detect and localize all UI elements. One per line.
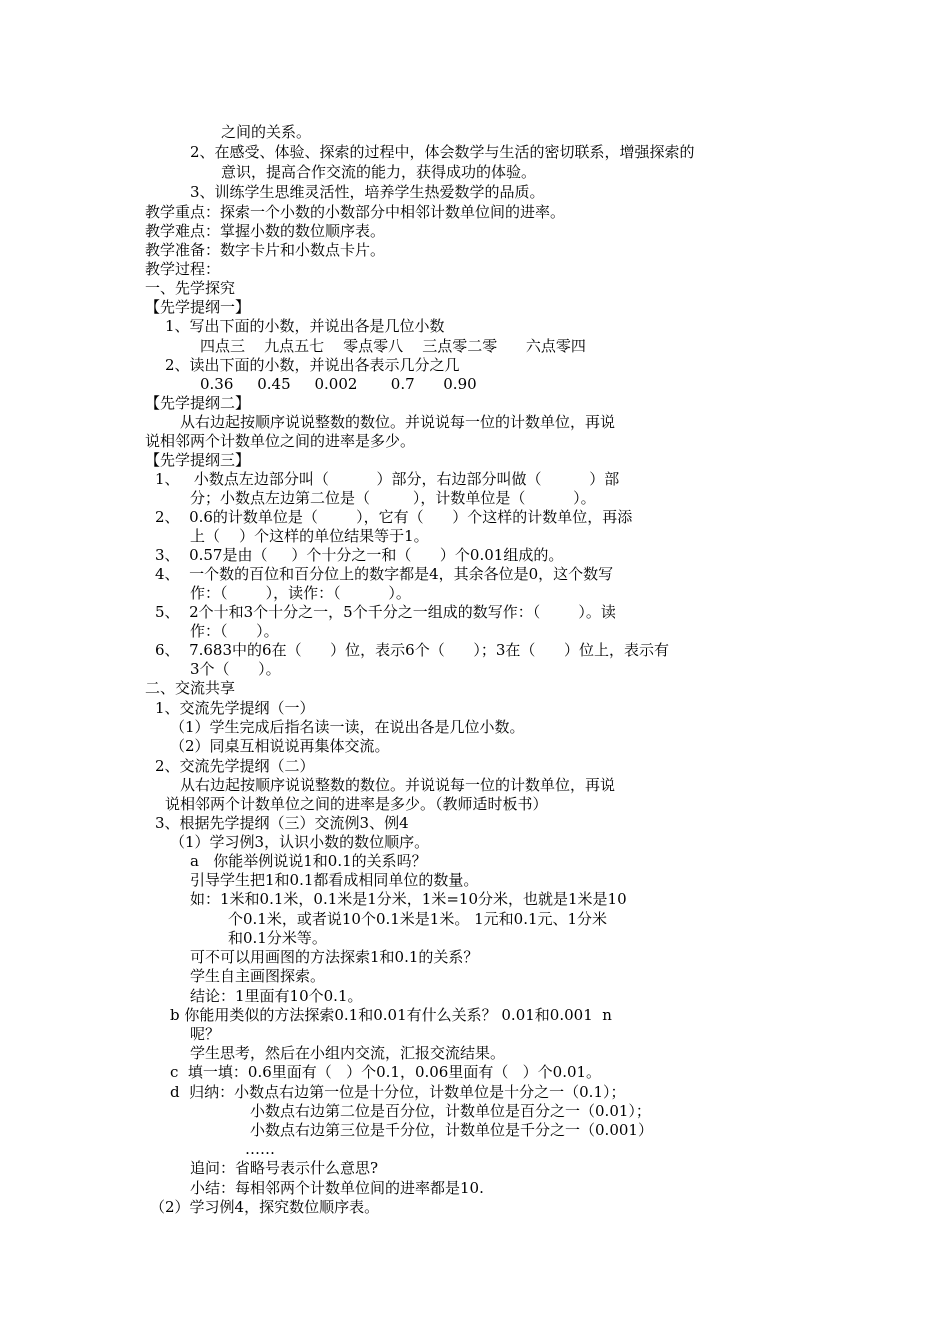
text-line: 2、交流先学提纲（二） — [155, 757, 315, 775]
text-line: 呢？ — [190, 1025, 221, 1043]
text-line: 和0.1分米等。 — [228, 929, 327, 947]
text-line: 上（ ）个这样的单位结果等于1。 — [190, 527, 429, 545]
text-line: 小数点右边第二位是百分位，计数单位是百分之一（0.01）； — [250, 1102, 651, 1120]
text-line: 作：（ ）。 — [190, 622, 279, 640]
text-line: （1）学生完成后指名读一读，在说出各是几位小数。 — [170, 718, 525, 736]
text-line: d 归纳：小数点右边第一位是十分位，计数单位是十分之一（0.1）； — [170, 1083, 626, 1101]
text-line: a 你能举例说说1和0.1的关系吗？ — [190, 852, 427, 870]
text-line: 教学准备：数字卡片和小数点卡片。 — [145, 241, 386, 259]
text-line: 之间的关系。 — [221, 123, 312, 141]
text-line: 学生思考，然后在小组内交流，汇报交流结果。 — [190, 1044, 506, 1062]
text-line: 二、交流共享 — [145, 679, 236, 697]
text-line: 【先学提纲三】 — [145, 451, 251, 469]
text-line: 5、 2个十和3个十分之一，5个千分之一组成的数写作：（ ）。读 — [155, 603, 616, 621]
text-line: 【先学提纲一】 — [145, 298, 251, 316]
text-line: c 填一填：0.6里面有（ ）个0.1，0.06里面有（ ）个0.01。 — [170, 1063, 602, 1081]
text-line: （2）学习例4，探究数位顺序表。 — [150, 1198, 380, 1216]
text-line: 结论：1里面有10个0.1。 — [190, 987, 363, 1005]
text-line: 教学难点：掌握小数的数位顺序表。 — [145, 222, 386, 240]
text-line: 6、 7.683中的6在（ ）位，表示6个（ ）；3在（ ）位上，表示有 — [155, 641, 669, 659]
text-line: 分；小数点左边第二位是（ ），计数单位是（ ）。 — [190, 489, 596, 507]
text-line: 2、在感受、体验、探索的过程中，体会数学与生活的密切联系，增强探索的 — [190, 143, 695, 161]
text-line: 1、写出下面的小数，并说出各是几位小数 — [165, 317, 445, 335]
text-line: 小结：每相邻两个计数单位间的进率都是10. — [190, 1179, 484, 1197]
text-line: 教学重点：探索一个小数的小数部分中相邻计数单位间的进率。 — [145, 203, 566, 221]
text-line: 引导学生把1和0.1都看成相同单位的数量。 — [190, 871, 479, 889]
text-line: 可不可以用画图的方法探索1和0.1的关系？ — [190, 948, 479, 966]
text-line: 如：1米和0.1米，0.1米是1分米，1米=10分米，也就是1米是10 — [190, 890, 627, 908]
text-line: 小数点右边第三位是千分位，计数单位是千分之一（0.001） — [250, 1121, 653, 1139]
text-line: （2）同桌互相说说再集体交流。 — [170, 737, 390, 755]
text-line: 3、根据先学提纲（三）交流例3、例4 — [155, 814, 409, 832]
text-line: 3、训练学生思维灵活性，培养学生热爱数学的品质。 — [190, 183, 545, 201]
text-line: 一、先学探究 — [145, 279, 236, 297]
text-line: 作：（ ），读作：（ ）。 — [190, 584, 411, 602]
text-line: 从右边起按顺序说说整数的数位。并说说每一位的计数单位，再说 — [180, 413, 616, 431]
text-line: 【先学提纲二】 — [145, 394, 251, 412]
text-line: 说相邻两个计数单位之间的进率是多少。 — [145, 432, 416, 450]
text-line: 3个（ ）。 — [190, 660, 281, 678]
text-line: 从右边起按顺序说说整数的数位。并说说每一位的计数单位，再说 — [180, 776, 616, 794]
text-line: 个0.1米，或者说10个0.1米是1米。 1元和0.1元、1分米 — [228, 910, 608, 928]
text-line: 1、交流先学提纲（一） — [155, 699, 315, 717]
text-line: 意识，提高合作交流的能力，获得成功的体验。 — [221, 163, 537, 181]
text-line: 学生自主画图探索。 — [190, 967, 326, 985]
text-line: b 你能用类似的方法探索0.1和0.01有什么关系？ 0.01和0.001 n — [170, 1006, 612, 1024]
text-line: 教学过程： — [145, 260, 221, 278]
text-line: …… — [245, 1140, 275, 1158]
text-line: 2、读出下面的小数，并说出各表示几分之几 — [165, 356, 460, 374]
text-line: 2、 0.6的计数单位是（ ），它有（ ）个这样的计数单位，再添 — [155, 508, 633, 526]
text-line: 四点三 九点五七 零点零八 三点零二零 六点零四 — [200, 337, 586, 355]
text-line: 追问：省略号表示什么意思? — [190, 1159, 379, 1177]
text-line: 说相邻两个计数单位之间的进率是多少。（教师适时板书） — [165, 795, 548, 813]
text-line: 1、 小数点左边部分叫（ ）部分，右边部分叫做（ ）部 — [155, 470, 620, 488]
text-line: 0.36 0.45 0.002 0.7 0.90 — [200, 375, 477, 393]
text-line: 3、 0.57是由（ ）个十分之一和（ ）个0.01组成的。 — [155, 546, 564, 564]
text-line: 4、 一个数的百位和百分位上的数字都是4，其余各位是0，这个数写 — [155, 565, 614, 583]
text-line: （1）学习例3，认识小数的数位顺序。 — [170, 833, 430, 851]
